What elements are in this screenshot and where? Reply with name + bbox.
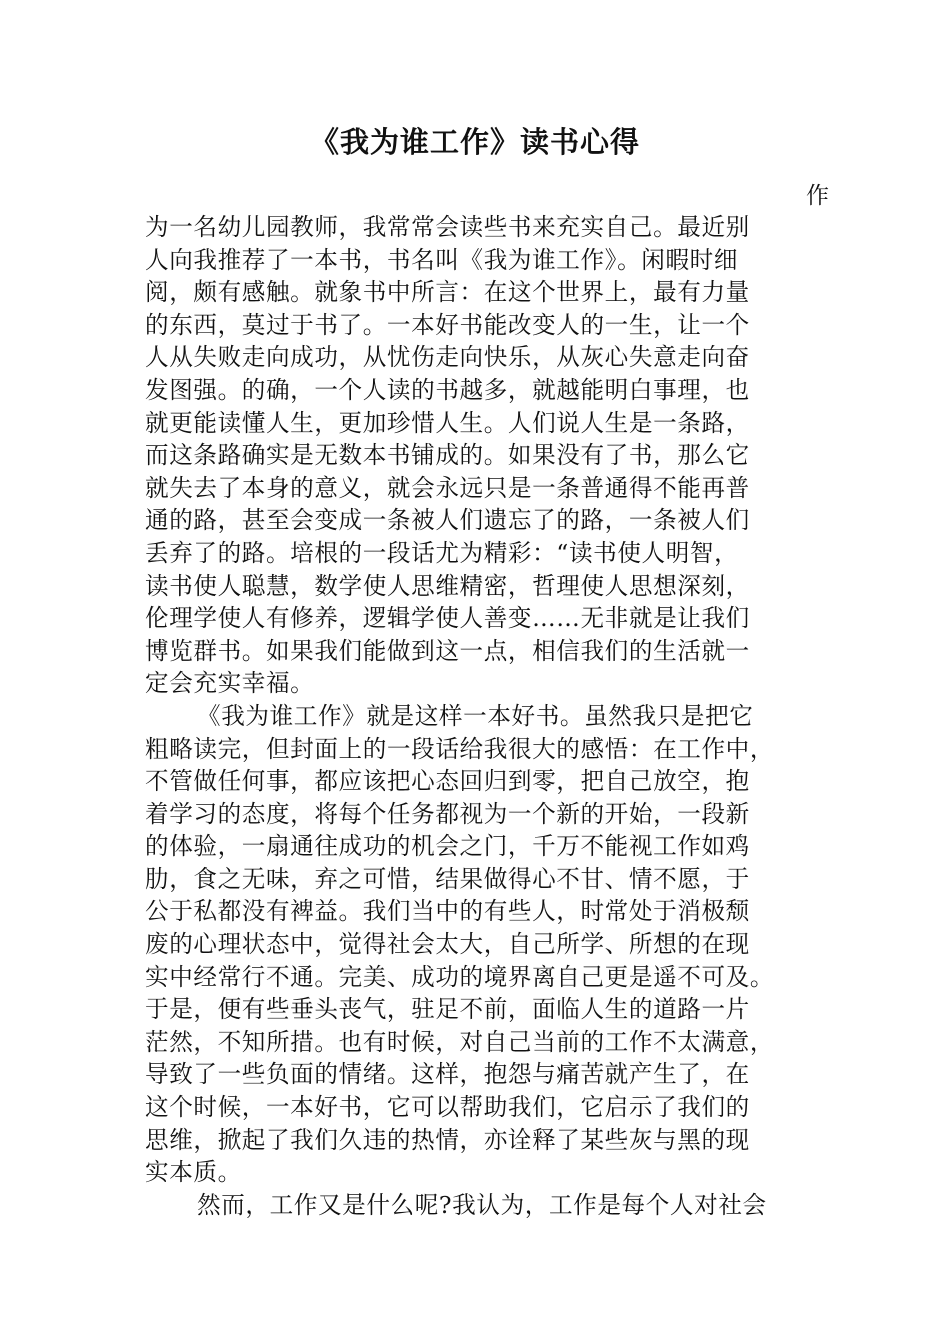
text-line: 就更能读懂人生，更加珍惜人生。人们说人生是一条路， [145,408,750,437]
document-title: 《我为谁工作》读书心得 [309,125,640,159]
text-line: 茫然，不知所措。也有时候，对自己当前的工作不太满意， [145,1027,775,1056]
text-line: 而这条路确实是无数本书铺成的。如果没有了书，那么它 [145,441,750,470]
text-line: 粗略读完，但封面上的一段话给我很大的感悟：在工作中， [145,734,775,763]
text-line: 然而，工作又是什么呢?我认为，工作是每个人对社会 [197,1190,767,1219]
text-line: 为一名幼儿园教师，我常常会读些书来充实自己。最近别 [145,213,750,241]
text-line: 发图强。的确，一个人读的书越多，就越能明白事理，也 [145,375,750,404]
text-line: 公于私都没有裨益。我们当中的有些人，时常处于消极颓 [145,897,750,926]
text-line: 通的路，甚至会变成一条被人们遗忘了的路，一条被人们 [145,506,750,535]
text-line: 阅，颇有感触。就象书中所言：在这个世界上，最有力量 [145,278,750,307]
text-line: 就失去了本身的意义，就会永远只是一条普通得不能再普 [145,473,750,502]
text-line: 实中经常行不通。完美、成功的境界离自己更是遥不可及。 [145,962,775,991]
document-body [145,211,795,1221]
text-line: 肋，食之无味，弃之可惜，结果做得心不甘、情不愿，于 [145,864,750,893]
text-line: 于是，便有些垂头丧气，驻足不前，面临人生的道路一片 [145,995,750,1024]
text-line: 读书使人聪慧，数学使人思维精密，哲理使人思想深刻， [145,571,750,600]
text-line: 伦理学使人有修养，逻辑学使人善变……无非就是让我们 [145,604,750,633]
text-line: 这个时候，一本好书，它可以帮助我们，它启示了我们的 [145,1093,750,1122]
text-line: 的体验，一扇通往成功的机会之门，千万不能视工作如鸡 [145,832,750,861]
text-line: 不管做任何事，都应该把心态回归到零，把自己放空，抱 [145,767,750,796]
text-line: 人向我推荐了一本书，书名叫《我为谁工作》。闲暇时细 [145,245,739,274]
text-line: 着学习的态度，将每个任务都视为一个新的开始，一段新 [145,799,750,828]
text-line: 博览群书。如果我们能做到这一点，相信我们的生活就一 [145,636,750,665]
text-line: 实本质。 [145,1158,242,1187]
orphan-character: 作 [806,183,829,209]
text-line: 的东西，莫过于书了。一本好书能改变人的一生，让一个 [145,310,750,339]
text-line: 导致了一些负面的情绪。这样，抱怨与痛苦就产生了，在 [145,1060,750,1089]
text-line: 人从失败走向成功，从忧伤走向快乐，从灰心失意走向奋 [145,343,750,372]
text-line: 丢弃了的路。培根的一段话尤为精彩：“读书使人明智， [145,538,739,567]
text-line: 废的心理状态中，觉得社会太大，自己所学、所想的在现 [145,930,750,959]
text-line: 定会充实幸福。 [145,669,315,698]
text-line: 思维，掀起了我们久违的热情，亦诠释了某些灰与黑的现 [145,1125,750,1154]
text-line: 《我为谁工作》就是这样一本好书。虽然我只是把它 [197,701,754,730]
